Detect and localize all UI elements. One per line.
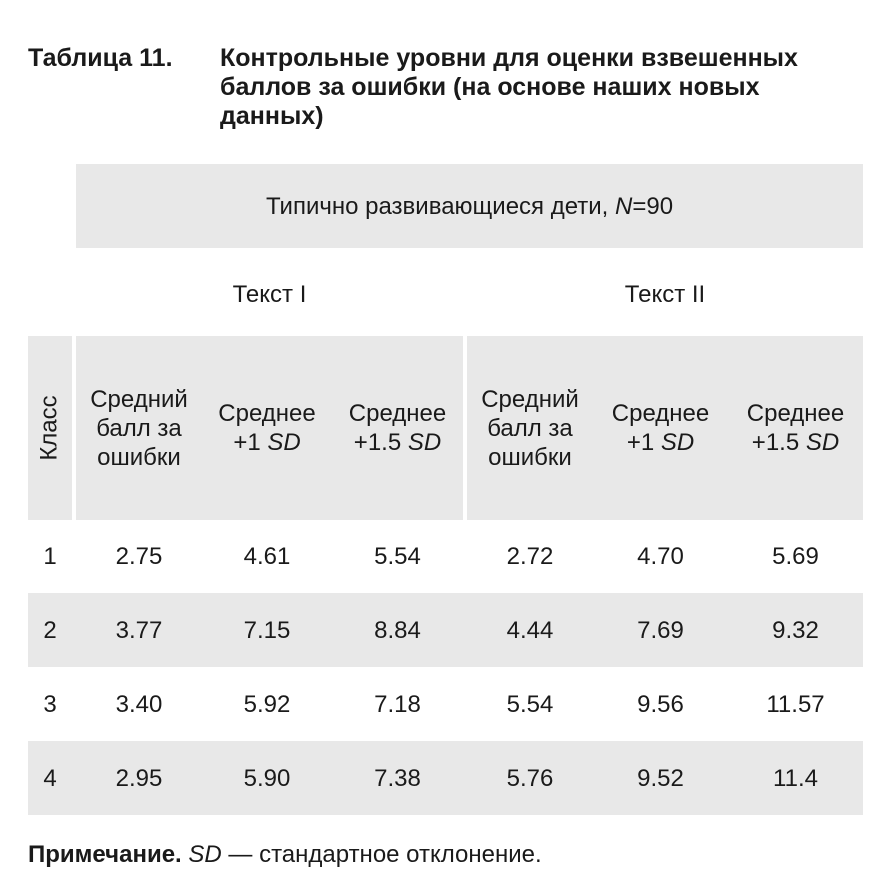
- note-text: — стандартное отклонение.: [221, 841, 542, 868]
- column-header-line: +1.5: [353, 429, 408, 456]
- column-header: [728, 336, 863, 520]
- value-cell: 5.69: [772, 542, 819, 570]
- group-header-n-value: =90: [632, 192, 674, 220]
- table-label: Таблица 11.: [28, 44, 173, 72]
- value-cell: 8.84: [374, 616, 421, 644]
- column-header-line: Среднее: [611, 400, 710, 427]
- column-header: [467, 336, 593, 520]
- sd-abbrev: SD: [660, 429, 695, 456]
- column-header-line: балл за: [96, 414, 182, 442]
- note-label: Примечание.: [28, 841, 182, 868]
- value-cell: 2.95: [115, 764, 163, 792]
- table-title: Контрольные уровни для оценки взвешенных баллов за ошибки (на основе наших новых данных): [220, 44, 798, 130]
- row-header-class-label: Класс: [36, 395, 63, 461]
- value-cell: 5.76: [506, 764, 554, 792]
- group-header-n-symbol: N: [615, 192, 633, 220]
- subgroup-text-2: Текст II: [624, 280, 706, 308]
- group-header: [76, 164, 863, 248]
- value-cell: 9.56: [637, 690, 684, 718]
- column-header: [332, 336, 463, 520]
- column-header-line: Среднее: [218, 400, 316, 427]
- column-header: [593, 336, 728, 520]
- value-cell: 7.38: [374, 764, 421, 792]
- value-cell: 9.32: [772, 616, 819, 644]
- column-header-line: +1: [233, 429, 268, 456]
- value-cell: 4.61: [243, 542, 291, 570]
- class-cell: 4: [43, 764, 57, 792]
- value-cell: 5.92: [243, 690, 291, 718]
- value-cell: 4.70: [637, 542, 684, 570]
- column-header: [76, 336, 202, 520]
- column-header-line: +1: [626, 429, 661, 456]
- column-header: [202, 336, 332, 520]
- value-cell: 11.4: [773, 764, 818, 792]
- value-cell: 7.69: [637, 616, 684, 644]
- value-cell: 2.72: [506, 542, 554, 570]
- table-note: [28, 840, 542, 869]
- sd-abbrev: SD: [407, 429, 442, 456]
- column-header-line: Среднее: [746, 400, 845, 427]
- value-cell: 5.54: [506, 690, 554, 718]
- value-cell: 9.52: [637, 764, 684, 792]
- sd-abbrev: SD: [805, 429, 840, 456]
- group-header-text: Типично развивающиеся дети,: [265, 192, 615, 220]
- value-cell: 2.75: [115, 542, 163, 570]
- class-cell: 3: [43, 690, 57, 718]
- value-cell: 11.57: [766, 690, 825, 718]
- column-header-line: Среднее: [348, 400, 447, 427]
- value-cell: 3.77: [115, 616, 163, 644]
- class-cell: 1: [43, 542, 57, 570]
- note-sd-abbrev: SD: [188, 841, 222, 868]
- sd-abbrev: SD: [267, 429, 301, 456]
- column-header-line: балл за: [487, 414, 573, 442]
- column-header-line: Средний: [90, 385, 188, 413]
- value-cell: 4.44: [506, 616, 554, 644]
- column-header-line: Средний: [481, 385, 579, 413]
- value-cell: 7.18: [374, 690, 421, 718]
- column-header-line: ошибки: [97, 443, 181, 471]
- row-header-class: [28, 336, 72, 520]
- subgroup-text-1: Текст I: [232, 280, 307, 308]
- column-header-line: +1.5: [751, 429, 806, 456]
- value-cell: 7.15: [243, 616, 291, 644]
- value-cell: 5.90: [243, 764, 291, 792]
- value-cell: 3.40: [115, 690, 163, 718]
- column-header-line: ошибки: [488, 443, 572, 471]
- class-cell: 2: [43, 616, 57, 644]
- value-cell: 5.54: [374, 542, 421, 570]
